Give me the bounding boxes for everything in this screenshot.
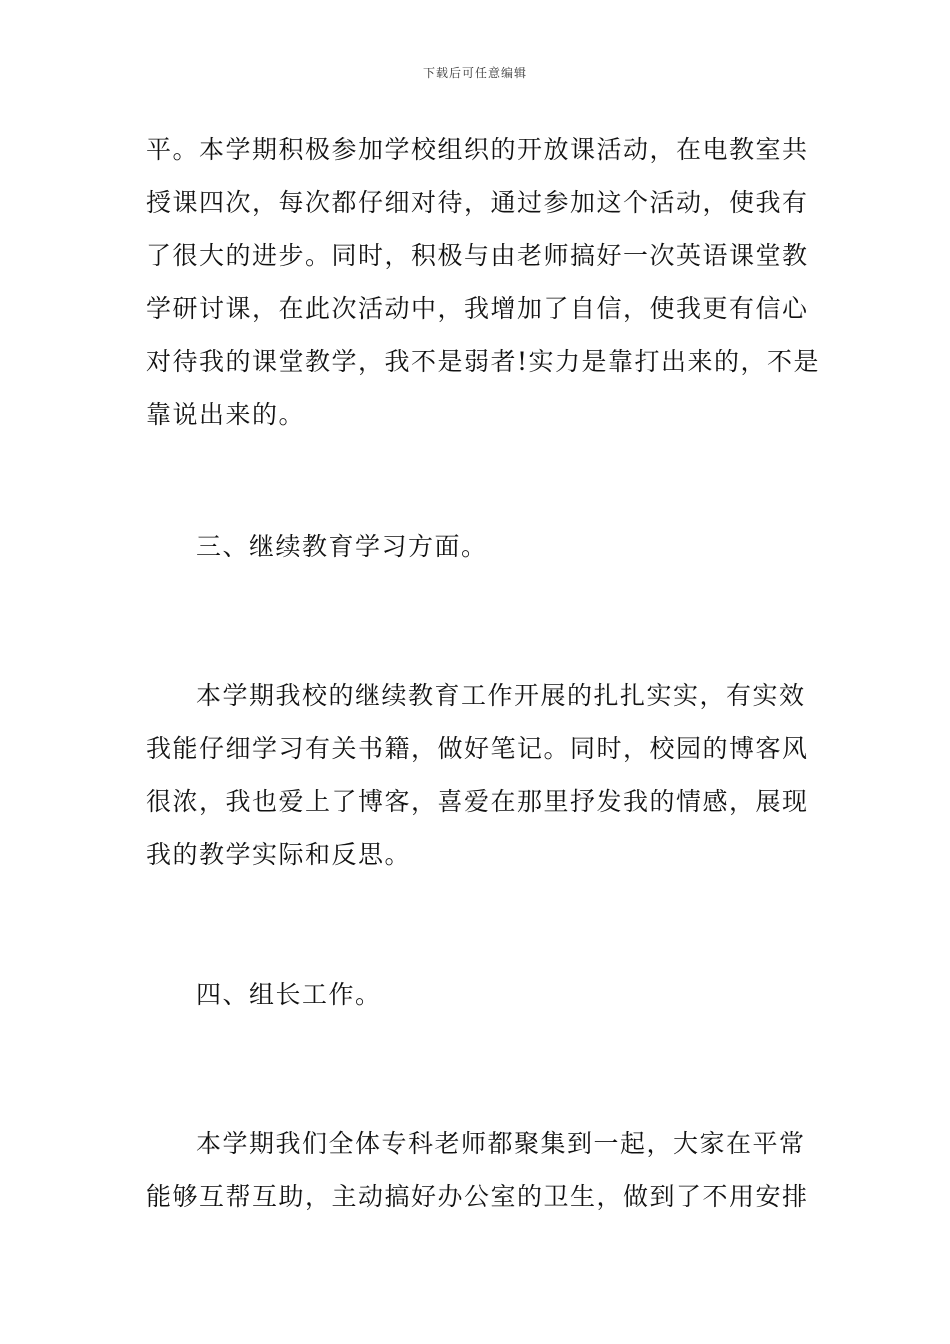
- paragraph-open-class: [146, 123, 821, 441]
- section-heading-team-leader: [146, 968, 810, 1021]
- paragraph-line: 我能仔细学习有关书籍，做好笔记。同时，校园的博客风: [146, 734, 809, 763]
- section-heading: 四、组长工作。: [196, 980, 382, 1009]
- paragraph-line: 本学期我们全体专科老师都聚集到一起，大家在平常: [196, 1129, 806, 1158]
- paragraph-line: 学研讨课，在此次活动中，我增加了自信，使我更有信心: [146, 294, 809, 323]
- section-heading: 三、继续教育学习方面。: [196, 532, 488, 561]
- paragraph-line: 对待我的课堂教学，我不是弱者!实力是靠打出来的，不是: [146, 347, 821, 376]
- paragraph-line: 平。本学期积极参加学校组织的开放课活动，在电教室共: [146, 135, 809, 164]
- paragraph-line: 很浓，我也爱上了博客，喜爱在那里抒发我的情感，展现: [146, 787, 809, 816]
- paragraph-line: 本学期我校的继续教育工作开展的扎扎实实，有实效: [196, 681, 806, 710]
- paragraph-continuing-education: [146, 669, 810, 881]
- paragraph-line: 靠说出来的。: [146, 400, 306, 429]
- page-header-note: 下载后可任意编辑: [422, 66, 527, 80]
- section-heading-continuing-education: [146, 520, 810, 573]
- paragraph-line: 能够互帮互助，主动搞好办公室的卫生，做到了不用安排: [146, 1182, 809, 1211]
- paragraph-team-leader: [146, 1117, 810, 1223]
- paragraph-line: 了很大的进步。同时，积极与由老师搞好一次英语课堂教: [146, 241, 809, 270]
- paragraph-line: 我的教学实际和反思。: [146, 840, 412, 869]
- paragraph-line: 授课四次，每次都仔细对待，通过参加这个活动，使我有: [146, 188, 809, 217]
